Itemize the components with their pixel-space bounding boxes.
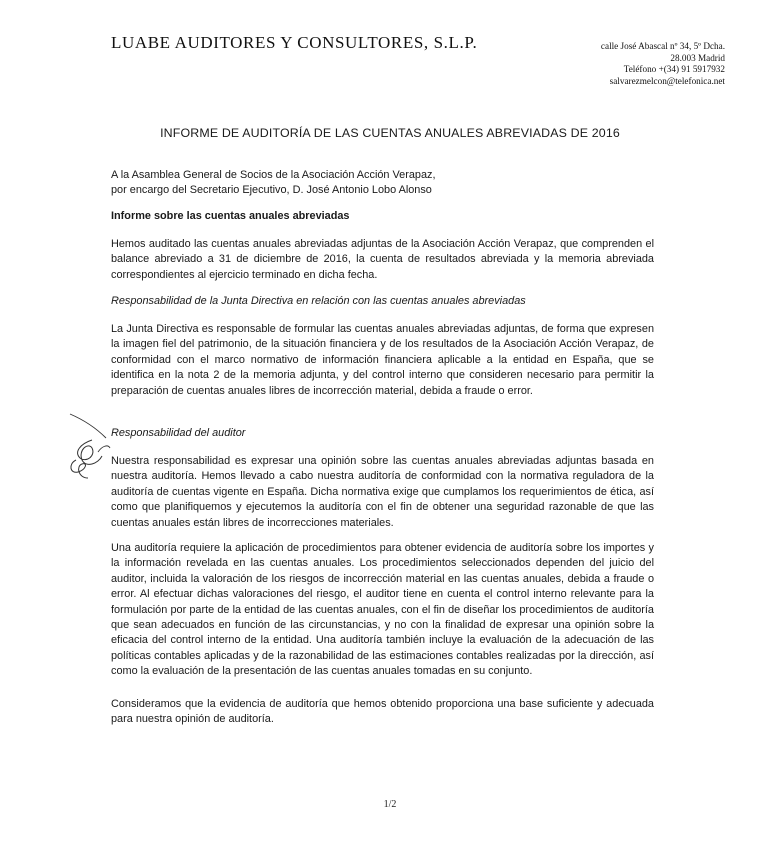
addressee-line2: por encargo del Secretario Ejecutivo, D. José Antonio Lobo Alonso <box>111 184 432 196</box>
address-phone: Teléfono +(34) 91 5917932 <box>623 64 725 75</box>
section-heading: Informe sobre las cuentas anuales abreviadas <box>111 210 350 222</box>
report-title: INFORME DE AUDITORÍA DE LAS CUENTAS ANUALES ABREVIADAS DE 2016 <box>160 126 620 140</box>
subheading-board-responsibility: Responsabilidad de la Junta Directiva en relación con las cuentas anuales abreviadas <box>111 295 526 307</box>
addressee-line1: A la Asamblea General de Socios de la Asociación Acción Verapaz, <box>111 169 436 181</box>
subheading-auditor-responsibility: Responsabilidad del auditor <box>111 427 246 439</box>
page-number: 1/2 <box>383 799 397 810</box>
address-street: calle José Abascal nº 34, 5º Dcha. <box>600 41 725 51</box>
address-email: salvarezmelcon@telefonica.net <box>609 75 725 86</box>
paragraph-auditor-responsibility: Nuestra responsabilidad es expresar una opinión sobre las cuentas anuales abreviadas adjuntas basada en nuestra auditoría. Hemos llevado a cabo nuestra auditoría de conformidad con la normativa reguladora de la auditoría de cuentas vigente en España. Dicha normativa exige que cumplamos los requerimientos de ética, así como que planifiquemos y ejecutemos la auditoría con el fin de obtener una seguridad razonable de que las cuentas anuales están libres de incorrecciones materiales. <box>111 455 654 529</box>
paragraph-audit-procedures: Una auditoría requiere la aplicación de procedimientos para obtener evidencia de auditoría sobre los importes y la información revelada en las cuentas anuales. Los procedimientos seleccionados dependen del juicio del auditor, incluida la valoración de los riesgos de incorrección material en las cuentas anuales, debida a fraude o error. Al efectuar dichas valoraciones del riesgo, el auditor tiene en cuenta el control interno relevante para la formulación por parte de la entidad de las cuentas anuales, con el fin de diseñar los procedimientos de auditoría que sean adecuados en función de las circunstancias, y no con la finalidad de expresar una opinión sobre la eficacia del control interno de la entidad. Una auditoría también incluye la evaluación de la adecuación de las políticas contables aplicadas y de la razonabilidad de las estimaciones contables realizadas por la dirección, así como la evaluación de la presentación de las cuentas anuales tomadas en su conjunto. <box>111 542 654 678</box>
paragraph-audit-evidence: Consideramos que la evidencia de auditoría que hemos obtenido proporciona una base suficiente y adecuada para nuestra opinión de auditoría. <box>111 698 654 726</box>
address-city: 28.003 Madrid <box>670 52 725 63</box>
paragraph-board-responsibility: La Junta Directiva es responsable de formular las cuentas anuales abreviadas adjuntas, de forma que expresen la imagen fiel del patrimonio, de la situación financiera y de los resultados de la Asociación Acción Verapaz, de conformidad con el marco normativo de información financiera aplicable a la entidad en España, que se identifica en la nota 2 de la memoria adjunta, y del control interno que consideren necesario para permitir la preparación de cuentas anuales libres de incorrección material, debida a fraude o error. <box>111 323 654 397</box>
report-body <box>111 0 654 856</box>
firm-name: LUABE AUDITORES Y CONSULTORES, S.L.P. <box>111 33 478 52</box>
paragraph-audited: Hemos auditado las cuentas anuales abreviadas adjuntas de la Asociación Acción Verapaz, que comprenden el balance abreviado a 31 de diciembre de 2016, la cuenta de resultados abreviada y la memoria abreviada correspondientes al ejercicio terminado en dicha fecha. <box>111 238 654 281</box>
